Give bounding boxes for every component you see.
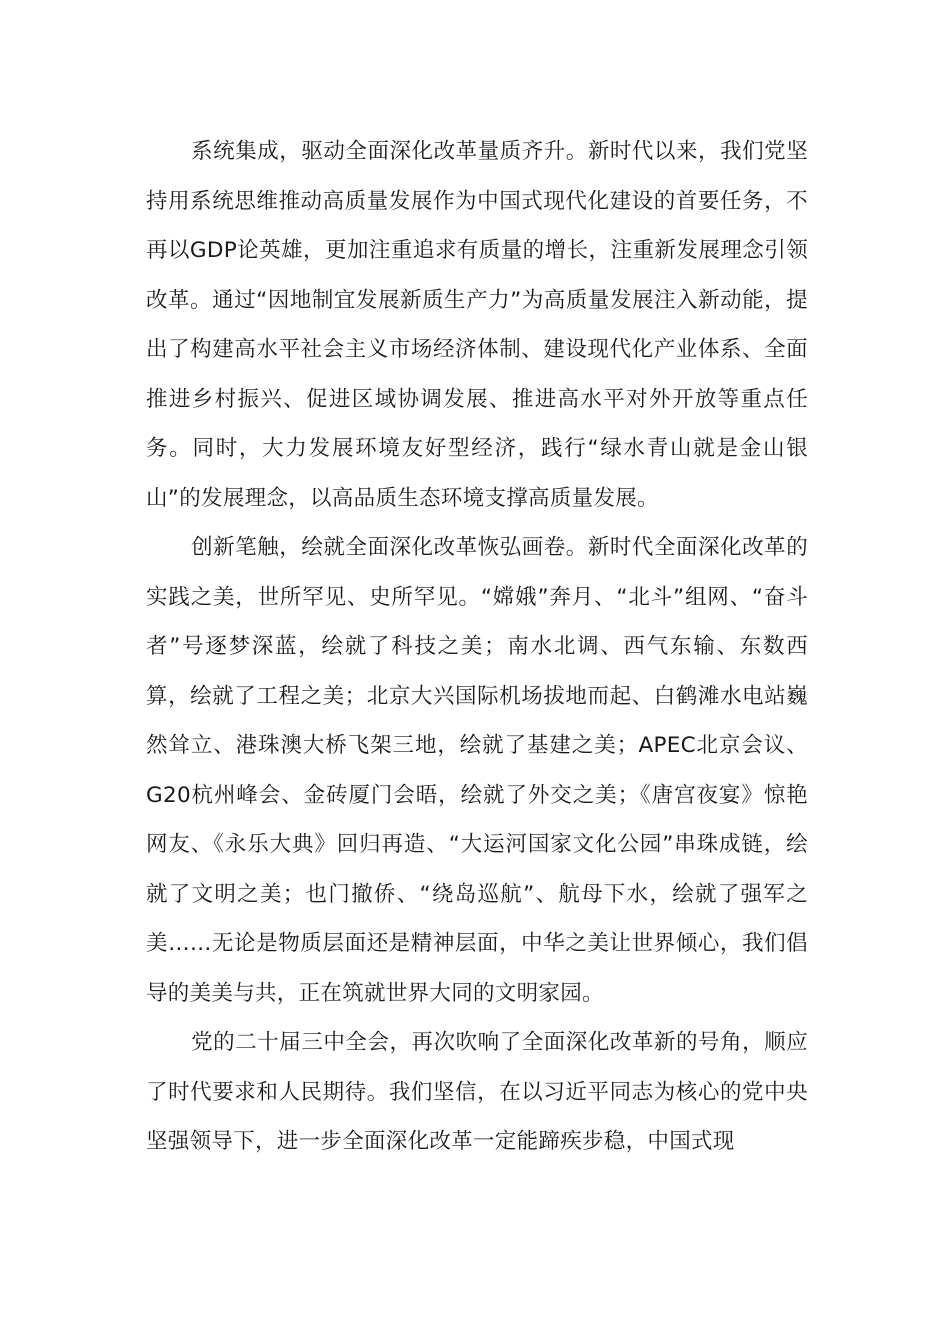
paragraph-innovation: 创新笔触，绘就全面深化改革恢弘画卷。新时代全面深化改革的实践之美，世所罕见、史所罕见。“嫦娥”奔月、“北斗”组网、“奋斗者”号逐梦深蓝，绘就了科技之美；南水北调、西气东输、东数西算，绘就了工程之美；北京大兴国际机场拔地而起、白鹤滩水电站巍然耸立、港珠澳大桥飞架三地，绘就了基建之美；APEC北京会议、G20杭州峰会、金砖厦门会晤，绘就了外交之美；《唐宫夜宴》惊艳网友、《永乐大典》回归再造、“大运河国家文化公园”串珠成链，绘就了文明之美；也门撤侨、“绕岛巡航”、航母下水，绘就了强军之美……无论是物质层面还是精神层面，中华之美让世界倾心，我们倡导的美美与共，正在筑就世界大同的文明家园。 <box>146 535 808 1006</box>
paragraph-system-integration: 系统集成，驱动全面深化改革量质齐升。新时代以来，我们党坚持用系统思维推动高质量发展作为中国式现代化建设的首要任务，不再以GDP论英雄，更加注重追求有质量的增长，注重新发展理念引领改革。通过“因地制宜发展新质生产力”为高质量发展注入新动能，提出了构建高水平社会主义市场经济体制、建设现代化产业体系、全面推进乡村振兴、促进区域协调发展、推进高水平对外开放等重点任务。同时，大力发展环境友好型经济，践行“绿水青山就是金山银山”的发展理念，以高品质生态环境支撑高质量发展。 <box>146 139 808 511</box>
body-text <box>146 127 808 1167</box>
paragraph-third-plenum: 党的二十届三中全会，再次吹响了全面深化改革新的号角，顺应了时代要求和人民期待。我们坚信，在以习近平同志为核心的党中央坚强领导下，进一步全面深化改革一定能蹄疾步稳，中国式现 <box>146 1030 808 1154</box>
